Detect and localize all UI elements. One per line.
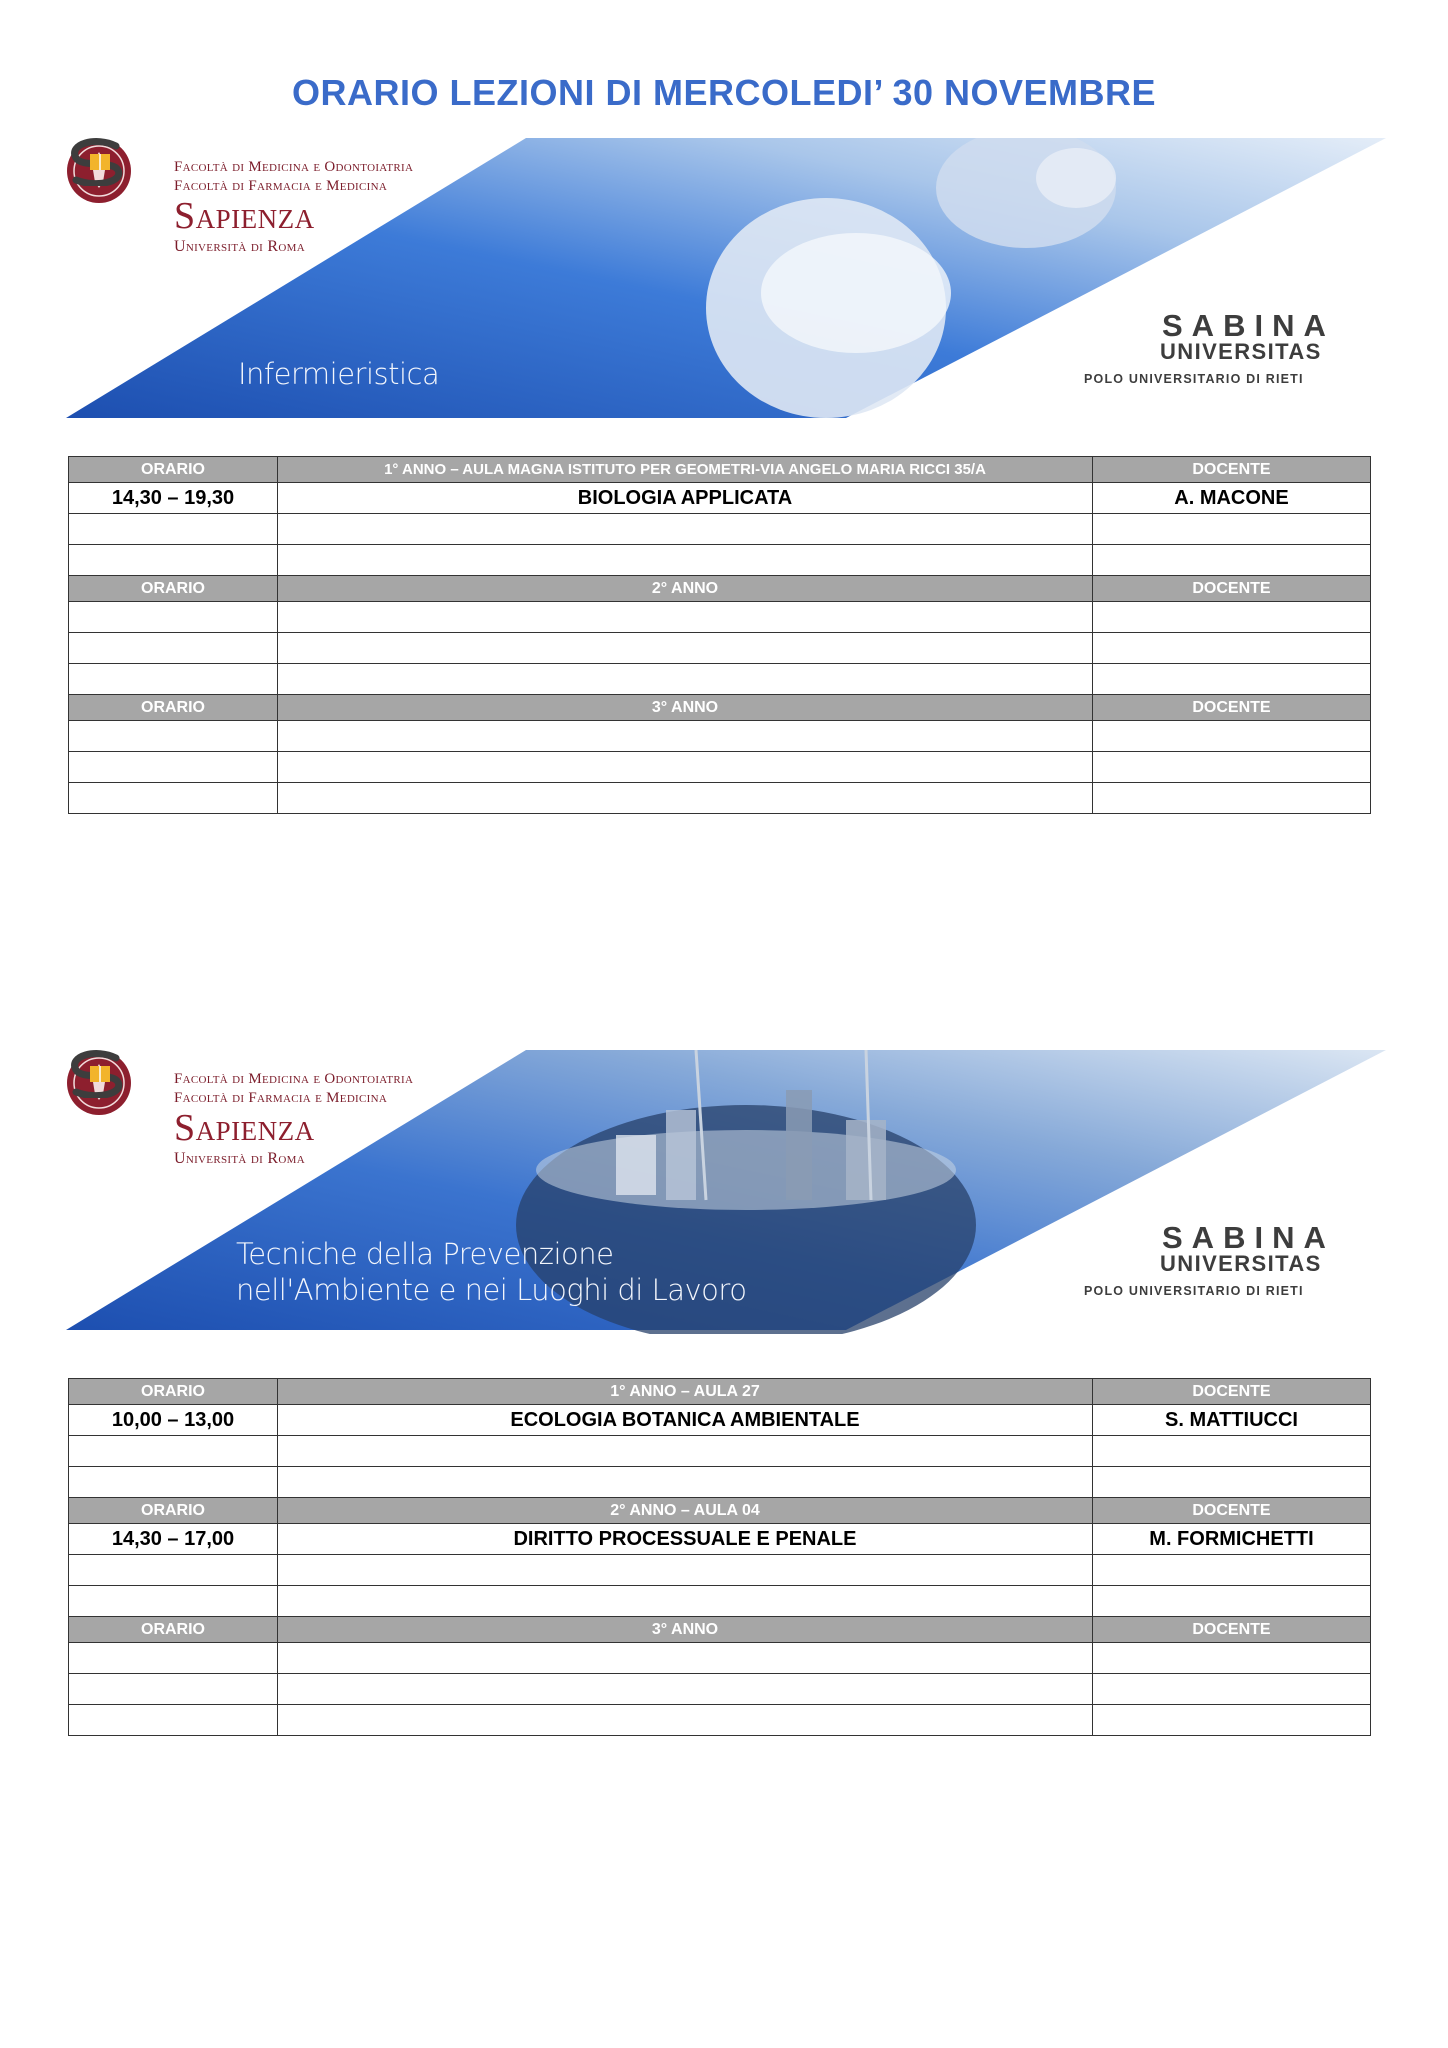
cell-subject (278, 633, 1093, 664)
cell-teacher (1093, 1467, 1371, 1498)
university-name: Sapienza (174, 1107, 315, 1149)
cell-teacher: S. MATTIUCCI (1093, 1405, 1371, 1436)
table-row (69, 514, 1371, 545)
cell-subject (278, 1705, 1093, 1736)
partner-tagline: POLO UNIVERSITARIO DI RIETI (1084, 1284, 1304, 1298)
table-row (69, 483, 1371, 514)
cell-teacher (1093, 752, 1371, 783)
header-orario: ORARIO (69, 1379, 278, 1405)
header-docente: DOCENTE (1093, 695, 1371, 721)
university-subtitle: Università di Roma (174, 1150, 305, 1167)
cell-time: 10,00 – 13,00 (69, 1405, 278, 1436)
cell-subject (278, 752, 1093, 783)
cell-teacher: A. MACONE (1093, 483, 1371, 514)
cell-time (69, 1467, 278, 1498)
cell-teacher (1093, 1586, 1371, 1617)
partner-name: SABINA (1162, 308, 1335, 343)
cell-teacher (1093, 1705, 1371, 1736)
cell-subject (278, 664, 1093, 695)
cell-time (69, 545, 278, 576)
table-row (69, 752, 1371, 783)
header-docente: DOCENTE (1093, 457, 1371, 483)
page-title: ORARIO LEZIONI DI MERCOLEDI’ 30 NOVEMBRE (291, 72, 1157, 113)
section-header (69, 576, 1371, 602)
table-row (69, 664, 1371, 695)
table-row (69, 1405, 1371, 1436)
cell-time (69, 664, 278, 695)
cell-teacher (1093, 514, 1371, 545)
header-year: 3° ANNO (278, 695, 1093, 721)
cell-time (69, 1674, 278, 1705)
cell-teacher (1093, 633, 1371, 664)
table-row (69, 721, 1371, 752)
schedule-table-tecniche-prevenzione (68, 1378, 1371, 1736)
cell-teacher: M. FORMICHETTI (1093, 1524, 1371, 1555)
partner-subtitle: UNIVERSITAS (1160, 339, 1322, 364)
banner-tecniche-prevenzione (66, 1050, 1386, 1334)
cell-time (69, 1586, 278, 1617)
cell-teacher (1093, 545, 1371, 576)
header-orario: ORARIO (69, 457, 278, 483)
cell-time (69, 1436, 278, 1467)
table-row (69, 602, 1371, 633)
cell-time: 14,30 – 17,00 (69, 1524, 278, 1555)
cell-subject (278, 1436, 1093, 1467)
table-row (69, 783, 1371, 814)
section-header (69, 1498, 1371, 1524)
cell-time (69, 721, 278, 752)
cell-subject: BIOLOGIA APPLICATA (278, 483, 1093, 514)
table-row (69, 1467, 1371, 1498)
cell-subject: DIRITTO PROCESSUALE E PENALE (278, 1524, 1093, 1555)
partner-name: SABINA (1162, 1220, 1335, 1255)
course-name: Tecniche della Prevenzione nell'Ambiente e nei Luoghi di Lavoro (236, 1237, 747, 1307)
header-orario: ORARIO (69, 1617, 278, 1643)
cell-teacher (1093, 602, 1371, 633)
cell-subject (278, 1467, 1093, 1498)
cell-subject (278, 721, 1093, 752)
table-row (69, 1674, 1371, 1705)
section-header (69, 1379, 1371, 1405)
header-docente: DOCENTE (1093, 576, 1371, 602)
cell-subject: ECOLOGIA BOTANICA AMBIENTALE (278, 1405, 1093, 1436)
header-orario: ORARIO (69, 1498, 278, 1524)
partner-tagline: POLO UNIVERSITARIO DI RIETI (1084, 372, 1304, 386)
cell-subject (278, 1586, 1093, 1617)
partner-subtitle: UNIVERSITAS (1160, 1251, 1322, 1276)
cell-teacher (1093, 1555, 1371, 1586)
cell-time (69, 1555, 278, 1586)
header-docente: DOCENTE (1093, 1379, 1371, 1405)
cell-teacher (1093, 1643, 1371, 1674)
schedule-table-infermieristica (68, 456, 1371, 814)
cell-time (69, 633, 278, 664)
cell-time (69, 752, 278, 783)
cell-teacher (1093, 664, 1371, 695)
banner-infermieristica (66, 138, 1386, 422)
cell-teacher (1093, 1674, 1371, 1705)
sabina-logo-icon (66, 1050, 128, 1098)
course-name: Infermieristica (238, 357, 440, 391)
cell-subject (278, 1555, 1093, 1586)
table-row (69, 545, 1371, 576)
header-docente: DOCENTE (1093, 1498, 1371, 1524)
section-header (69, 1617, 1371, 1643)
faculty-names: Facoltà di Medicina e Odontoiatria Facoltà di Farmacia e Medicina (174, 159, 414, 194)
header-orario: ORARIO (69, 695, 278, 721)
university-subtitle: Università di Roma (174, 238, 305, 255)
header-orario: ORARIO (69, 576, 278, 602)
cell-subject (278, 602, 1093, 633)
table-row (69, 1586, 1371, 1617)
cell-time (69, 783, 278, 814)
cell-time (69, 1705, 278, 1736)
header-year: 2° ANNO – AULA 04 (278, 1498, 1093, 1524)
table-row (69, 1643, 1371, 1674)
cell-time (69, 514, 278, 545)
cell-teacher (1093, 721, 1371, 752)
table-row (69, 1436, 1371, 1467)
cell-subject (278, 1674, 1093, 1705)
cell-time (69, 1643, 278, 1674)
cell-teacher (1093, 783, 1371, 814)
cell-time (69, 602, 278, 633)
cell-subject (278, 514, 1093, 545)
section-header (69, 457, 1371, 483)
cell-subject (278, 783, 1093, 814)
cell-subject (278, 545, 1093, 576)
section-header (69, 695, 1371, 721)
table-row (69, 1524, 1371, 1555)
table-row (69, 1705, 1371, 1736)
table-row (69, 1555, 1371, 1586)
header-year: 3° ANNO (278, 1617, 1093, 1643)
sabina-logo-icon (66, 138, 128, 186)
header-docente: DOCENTE (1093, 1617, 1371, 1643)
header-year: 2° ANNO (278, 576, 1093, 602)
table-row (69, 633, 1371, 664)
cell-time: 14,30 – 19,30 (69, 483, 278, 514)
header-year: 1° ANNO – AULA 27 (278, 1379, 1093, 1405)
university-name: Sapienza (174, 195, 315, 237)
cell-subject (278, 1643, 1093, 1674)
faculty-names: Facoltà di Medicina e Odontoiatria Facoltà di Farmacia e Medicina (174, 1071, 414, 1106)
header-year: 1° ANNO – AULA MAGNA ISTITUTO PER GEOMETRI-VIA ANGELO MARIA RICCI 35/A (278, 457, 1093, 483)
cell-teacher (1093, 1436, 1371, 1467)
